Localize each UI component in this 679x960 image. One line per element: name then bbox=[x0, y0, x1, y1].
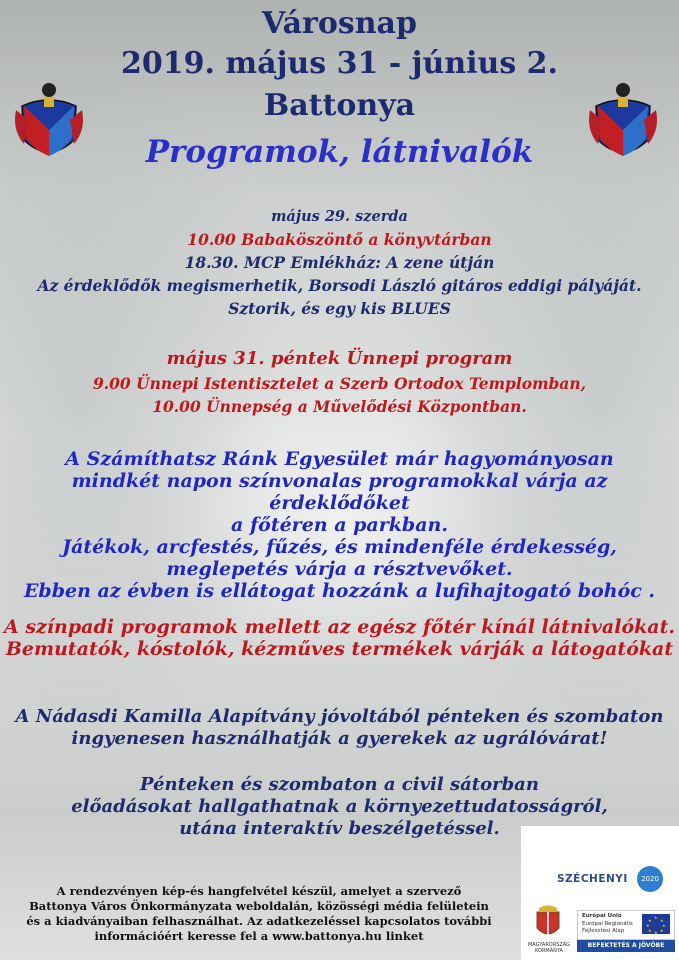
paragraph-line: a főtéren a parkban. bbox=[231, 514, 448, 536]
subtitle: Programok, látnivalók bbox=[145, 134, 534, 170]
paragraph-line: A Nádasdi Kamilla Alapítvány jóvoltából pénteken és szombaton bbox=[15, 706, 664, 727]
eu-label: Európai Unió bbox=[582, 913, 622, 919]
szechenyi-year-badge: 2020 bbox=[637, 866, 663, 892]
program-item: 9.00 Ünnepi Istentisztelet a Szerb Ortodox Templomban, bbox=[92, 374, 587, 393]
program-description: Sztorik, és egy kis BLUES bbox=[228, 299, 451, 318]
paragraph-line: Pénteken és szombaton a civil sátorban bbox=[140, 774, 539, 795]
paragraph-line: A Számíthatsz Ránk Egyesület már hagyományosan bbox=[65, 448, 614, 470]
paragraph-line: meglepetés várja a résztvevőket. bbox=[166, 558, 513, 580]
notice-line: Battonya Város Önkormányzata weboldalán, közösségi média felületein bbox=[29, 899, 489, 913]
paragraph-line: Játékok, arcfestés, fűzés, és mindenféle érdekesség, bbox=[62, 536, 617, 558]
investment-banner: BEFEKTETÉS A JÖVŐBE bbox=[577, 940, 675, 952]
szechenyi-2020-logo bbox=[521, 826, 679, 960]
paragraph-line: mindkét napon színvonalas programokkal várja az érdeklődőket bbox=[71, 470, 608, 514]
eu-flag-icon: ★ ★ ★ ★ ★ ★ ★ ★ bbox=[642, 914, 670, 934]
event-dates: 2019. május 31 - június 2. bbox=[121, 46, 558, 81]
eu-label: Fejlesztési Alap bbox=[582, 928, 625, 934]
program-item: 18.30. MCP Emlékház: A zene útján bbox=[184, 253, 495, 272]
program-description: Az érdeklődők megismerhetik, Borsodi László gitáros eddigi pályáját. bbox=[37, 276, 642, 295]
privacy-notice bbox=[14, 884, 504, 944]
day-heading: május 29. szerda bbox=[271, 208, 408, 225]
program-day-2 bbox=[0, 346, 679, 418]
paragraph-line: A színpadi programok mellett az egész főtér kínál látnivalókat. bbox=[3, 616, 675, 638]
notice-line: és a kiadványaiban felhasználhat. Az adatkezeléssel kapcsolatos további bbox=[26, 914, 492, 928]
paragraph-line: Bemutatók, kóstolók, kézműves termékek várják a látogatókat bbox=[5, 638, 674, 660]
paragraph-line: utána interaktív beszélgetéssel. bbox=[179, 818, 500, 839]
program-item: 10.00 Babaköszöntő a könyvtárban bbox=[187, 230, 492, 249]
notice-line: A rendezvényen kép-és hangfelvétel készül, amelyet a szervező bbox=[56, 884, 462, 898]
notice-line: információért keresse fel a www.battonya.hu linket bbox=[94, 929, 424, 943]
eu-fund-box bbox=[577, 910, 675, 940]
association-paragraph bbox=[0, 448, 679, 602]
day-heading: május 31. péntek Ünnepi program bbox=[166, 348, 513, 369]
paragraph-line: Ebben az évben is ellátogat hozzánk a lufihajtogató bohóc . bbox=[23, 580, 656, 602]
government-label: MAGYARORSZÁG KORMÁNYA bbox=[527, 942, 571, 954]
hungary-crest-icon bbox=[531, 904, 565, 942]
program-item: 10.00 Ünnepség a Művelődési Központban. bbox=[152, 397, 527, 416]
foundation-paragraph bbox=[0, 706, 679, 750]
stage-programs-paragraph bbox=[0, 616, 679, 660]
town-name: Battonya bbox=[263, 88, 416, 123]
szechenyi-label: SZÉCHENYI bbox=[557, 873, 628, 885]
program-day-1 bbox=[0, 205, 679, 320]
paragraph-line: ingyenesen használhatják a gyerekek az ugrálóvárat! bbox=[71, 728, 608, 749]
paragraph-line: előadásokat hallgathatnak a környezettudatosságról, bbox=[71, 796, 608, 817]
page-title: Városnap bbox=[262, 6, 417, 41]
eu-label: Európai Regionális bbox=[582, 921, 633, 927]
